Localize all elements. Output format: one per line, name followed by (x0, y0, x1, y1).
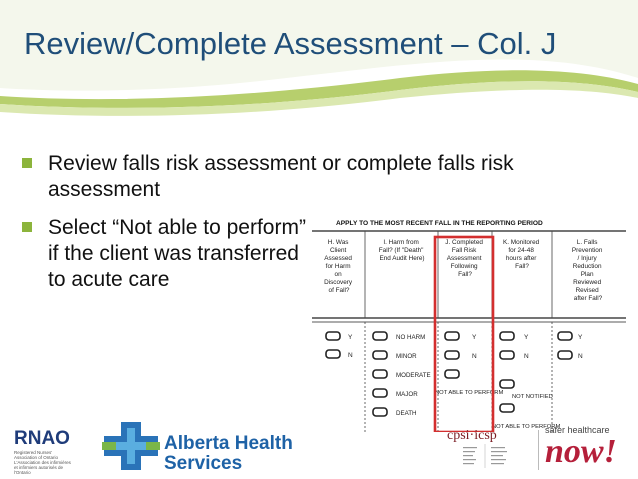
option-j-label: Y (472, 334, 477, 341)
col-k-line: Fall? (515, 263, 529, 270)
col-k-line: hours after (505, 255, 537, 262)
bullet-text: Select “Not able to perform” if the client was transferred to acute care (48, 216, 306, 291)
ahs-logo-text (164, 434, 293, 474)
slide-title: Review/Complete Assessment – Col. J (24, 26, 557, 61)
option-h-n-label: N (348, 352, 353, 359)
col-k-header (503, 239, 541, 270)
option-i-noharm-checkbox[interactable] (373, 332, 387, 340)
option-k-notable-checkbox[interactable] (500, 404, 514, 412)
option-j-label: N (472, 353, 477, 360)
col-h-header (324, 239, 354, 294)
cpsi-logo (447, 428, 527, 475)
option-k-label: Y (524, 334, 529, 341)
option-k-n-checkbox[interactable] (500, 351, 514, 359)
option-i-major-checkbox[interactable] (373, 389, 387, 397)
col-j-header (445, 239, 484, 278)
col-l-line: Plan (580, 271, 594, 278)
col-k-line: for 24-48 (508, 247, 534, 254)
col-l-line: Reviewed (573, 279, 602, 286)
option-k-y-checkbox[interactable] (500, 332, 514, 340)
header-decoration (0, 0, 638, 130)
cpsi-logo-text: cpsi·icsp (447, 428, 497, 443)
col-l-line: Prevention (571, 247, 603, 254)
col-l-line: L. Falls (576, 239, 598, 246)
col-l-line: / Injury (577, 255, 597, 262)
bullet-square-icon (22, 222, 32, 232)
option-l-label: N (578, 353, 583, 360)
option-i-death-checkbox[interactable] (373, 408, 387, 416)
option-i-label: MAJOR (396, 391, 418, 398)
option-j-n-checkbox[interactable] (445, 351, 459, 359)
option-l-n-checkbox[interactable] (558, 351, 572, 359)
option-k-label: NOT NOTIFIED (512, 394, 553, 400)
rnao-logo-text: RNAO (14, 428, 70, 449)
ahs-line1: Alberta Health (164, 433, 293, 454)
col-j-line: Following (450, 263, 478, 270)
option-i-label: DEATH (396, 410, 417, 417)
option-j-notable-checkbox[interactable] (445, 370, 459, 378)
shn-top-text: safer healthcare (545, 425, 610, 435)
option-i-minor-checkbox[interactable] (373, 351, 387, 359)
col-h-line: Client (329, 247, 347, 254)
bullet-square-icon (22, 158, 32, 168)
col-l-header (572, 239, 604, 302)
option-k-label: N (524, 353, 529, 360)
option-i-moderate-checkbox[interactable] (373, 370, 387, 378)
ahs-logo (102, 420, 293, 477)
bullet-item (22, 151, 588, 203)
cpsi-logo-fine-print (447, 444, 527, 470)
col-h-line: on (334, 271, 342, 278)
option-k-notnotified-checkbox[interactable] (500, 380, 514, 388)
safer-healthcare-now-logo (545, 425, 633, 469)
option-j-y-checkbox[interactable] (445, 332, 459, 340)
rnao-logo-subtext: Registered Nurses' Association of Ontario L'Association des infirmières et infirmiers autorisés de l'Ontario (14, 450, 71, 475)
col-l-line: after Fall? (573, 295, 603, 302)
col-h-line: for Harm (325, 263, 351, 270)
option-i-label: MODERATE (396, 372, 431, 379)
rnao-logo (14, 428, 74, 475)
logo-divider (538, 430, 539, 470)
option-l-label: Y (578, 334, 583, 341)
shn-now-text: now! (545, 433, 617, 470)
option-j-notable-label: NOT ABLE TO PERFORM (435, 390, 504, 396)
bullet-item (22, 215, 318, 293)
col-l-line: Revised (575, 287, 599, 294)
col-i-header (379, 239, 425, 262)
col-j-line: Fall Risk (451, 247, 477, 254)
option-i-label: MINOR (396, 353, 417, 360)
ahs-line2: Services (164, 453, 243, 474)
option-h-y-label: Y (348, 334, 353, 341)
col-j-line: Fall? (458, 271, 472, 278)
col-h-line: H. Was (327, 239, 349, 246)
option-k-label: NOT ABLE TO PERFORM (492, 424, 561, 430)
col-l-line: Reduction (572, 263, 602, 270)
bullet-text: Review falls risk assessment or complete falls risk assessment (48, 152, 514, 201)
col-h-line: Discovery (324, 279, 353, 286)
col-h-line: of Fall? (328, 287, 350, 294)
col-j-line: J. Completed (445, 239, 483, 246)
option-l-y-checkbox[interactable] (558, 332, 572, 340)
col-h-line: Assessed (324, 255, 352, 262)
option-h-y-checkbox[interactable] (326, 332, 340, 340)
ahs-cross-icon (102, 420, 160, 472)
option-i-label: NO HARM (396, 334, 426, 341)
form-header: APPLY TO THE MOST RECENT FALL IN THE REPORTING PERIOD (336, 220, 543, 227)
col-k-line: K. Monitored (502, 239, 540, 246)
col-i-line: Fall? (If "Death" (378, 247, 424, 254)
col-j-line: Assessment (446, 255, 482, 262)
col-i-line: I. Harm from (383, 239, 419, 246)
col-i-line: End Audit Here) (379, 255, 425, 262)
assessment-form-excerpt (312, 214, 626, 432)
option-h-n-checkbox[interactable] (326, 350, 340, 358)
